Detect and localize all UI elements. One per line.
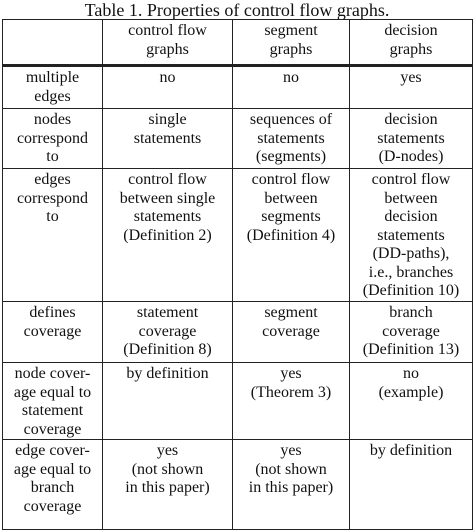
row-label-line: nodes bbox=[33, 111, 72, 128]
cell-line: by definition bbox=[126, 365, 209, 382]
cell-line: (Theorem 3) bbox=[250, 383, 332, 401]
cell-line: control flow bbox=[251, 171, 331, 188]
table-cell-decision-graphs bbox=[350, 440, 473, 530]
cell-line: between bbox=[384, 189, 438, 207]
cell-line: (Definition 2) bbox=[123, 226, 212, 244]
row-label-line: defines bbox=[29, 304, 76, 321]
cell-line: (D-nodes) bbox=[378, 148, 444, 165]
table-cell-control-flow-graphs bbox=[103, 66, 233, 109]
table-cell-segment-graphs bbox=[233, 302, 350, 363]
cell-line: by definition bbox=[369, 442, 453, 459]
cell-line: yes bbox=[280, 365, 302, 382]
row-label-line: age equal to bbox=[13, 460, 92, 478]
table-cell-decision-graphs bbox=[350, 363, 473, 440]
row-label-cell bbox=[3, 302, 103, 363]
row-label-line: node cover- bbox=[14, 365, 91, 382]
table-cell-segment-graphs bbox=[233, 169, 350, 302]
table-row-defines-coverage bbox=[3, 302, 473, 363]
header-line: control flow bbox=[128, 22, 207, 39]
row-label-line: multiple bbox=[25, 69, 80, 86]
cell-line: yes bbox=[400, 69, 422, 86]
row-label-line: to bbox=[46, 208, 59, 225]
cell-line: coverage bbox=[138, 322, 197, 340]
table-cell-segment-graphs bbox=[233, 109, 350, 169]
header-line: graphs bbox=[269, 40, 313, 58]
table-caption: Table 1. Properties of control flow graphs. bbox=[84, 0, 390, 20]
cell-line: segment bbox=[264, 304, 318, 321]
table-cell-segment-graphs bbox=[233, 66, 350, 109]
cell-line: (Definition 13) bbox=[362, 341, 460, 358]
cell-line: no bbox=[403, 365, 419, 382]
table-row-multiple-edges bbox=[3, 66, 473, 109]
table-cell-segment-graphs bbox=[233, 440, 350, 530]
cell-line: statements bbox=[377, 226, 445, 244]
cell-line: statements bbox=[133, 208, 202, 225]
table-cell-decision-graphs bbox=[350, 66, 473, 109]
cell-line: yes bbox=[280, 442, 302, 459]
row-label-cell bbox=[3, 109, 103, 169]
cell-line: (Definition 10) bbox=[362, 282, 460, 299]
cell-line: no bbox=[159, 69, 176, 86]
header-empty-cell bbox=[3, 20, 103, 66]
header-cell-segment-graphs bbox=[233, 20, 350, 66]
row-label-line: statement bbox=[21, 402, 84, 419]
cell-line: in this paper) bbox=[125, 479, 210, 496]
cell-line: coverage bbox=[262, 322, 320, 340]
cell-line: segments bbox=[261, 208, 321, 225]
cell-line: decision bbox=[384, 208, 438, 225]
header-cell-decision-graphs bbox=[350, 20, 473, 66]
row-label-line: edges bbox=[34, 171, 71, 188]
cell-line: sequences of bbox=[249, 111, 333, 128]
row-label-line: branch bbox=[30, 479, 75, 496]
cell-line: (DD-paths), bbox=[372, 245, 450, 262]
cell-line: (Definition 8) bbox=[123, 341, 212, 358]
cell-line: i.e., branches bbox=[368, 263, 454, 281]
cell-line: no bbox=[283, 69, 299, 86]
table-cell-control-flow-graphs bbox=[103, 363, 233, 440]
table-header-row bbox=[3, 20, 473, 66]
table-row-edges-correspond-to bbox=[3, 169, 473, 302]
cell-line: between single bbox=[119, 189, 216, 207]
properties-table bbox=[2, 19, 473, 530]
cell-line: branch bbox=[389, 304, 433, 321]
row-label-cell bbox=[3, 440, 103, 530]
row-label-line: coverage bbox=[23, 497, 82, 515]
table-cell-decision-graphs bbox=[350, 109, 473, 169]
table-row-node-coverage-equals-statement-coverage bbox=[3, 363, 473, 440]
table-row-edge-coverage-equals-branch-coverage bbox=[3, 440, 473, 530]
cell-line: in this paper) bbox=[248, 479, 334, 496]
cell-line: (not shown bbox=[255, 460, 327, 478]
row-label-cell bbox=[3, 363, 103, 440]
cell-line: (segments) bbox=[255, 148, 327, 165]
header-line: graphs bbox=[146, 40, 189, 58]
table-cell-decision-graphs bbox=[350, 169, 473, 302]
cell-line: statements bbox=[377, 129, 445, 147]
cell-line: single bbox=[148, 111, 187, 128]
cell-line: statement bbox=[136, 304, 199, 321]
row-label-line: coverage bbox=[23, 322, 82, 340]
row-label-line: to bbox=[46, 148, 59, 165]
table-cell-control-flow-graphs bbox=[103, 440, 233, 530]
cell-line: (not shown bbox=[131, 460, 204, 478]
row-label-line: age equal to bbox=[13, 383, 92, 401]
row-label-cell bbox=[3, 66, 103, 109]
row-label-cell bbox=[3, 169, 103, 302]
table-cell-control-flow-graphs bbox=[103, 302, 233, 363]
cell-line: statements bbox=[257, 129, 325, 147]
header-cell-control-flow-graphs bbox=[103, 20, 233, 66]
cell-line: control flow bbox=[128, 171, 207, 188]
row-label-line: coverage bbox=[23, 420, 82, 438]
cell-line: yes bbox=[156, 442, 179, 459]
cell-line: statements bbox=[133, 129, 202, 147]
header-line: graphs bbox=[389, 40, 433, 58]
row-label-line: edges bbox=[34, 87, 71, 105]
cell-line: coverage bbox=[382, 322, 440, 340]
header-line: segment bbox=[264, 22, 318, 39]
table-cell-control-flow-graphs bbox=[103, 169, 233, 302]
table-cell-decision-graphs bbox=[350, 302, 473, 363]
row-label-line: edge cover- bbox=[15, 442, 90, 459]
table-cell-segment-graphs bbox=[233, 363, 350, 440]
cell-line: between bbox=[264, 189, 318, 207]
cell-line: decision bbox=[384, 111, 438, 128]
cell-line: (example) bbox=[378, 383, 444, 401]
table-row-nodes-correspond-to bbox=[3, 109, 473, 169]
row-label-line: correspond bbox=[16, 189, 89, 207]
cell-line: (Definition 4) bbox=[246, 226, 336, 244]
row-label-line: correspond bbox=[16, 129, 89, 147]
cell-line: control flow bbox=[371, 171, 451, 188]
header-line: decision bbox=[384, 22, 438, 39]
table-cell-control-flow-graphs bbox=[103, 109, 233, 169]
